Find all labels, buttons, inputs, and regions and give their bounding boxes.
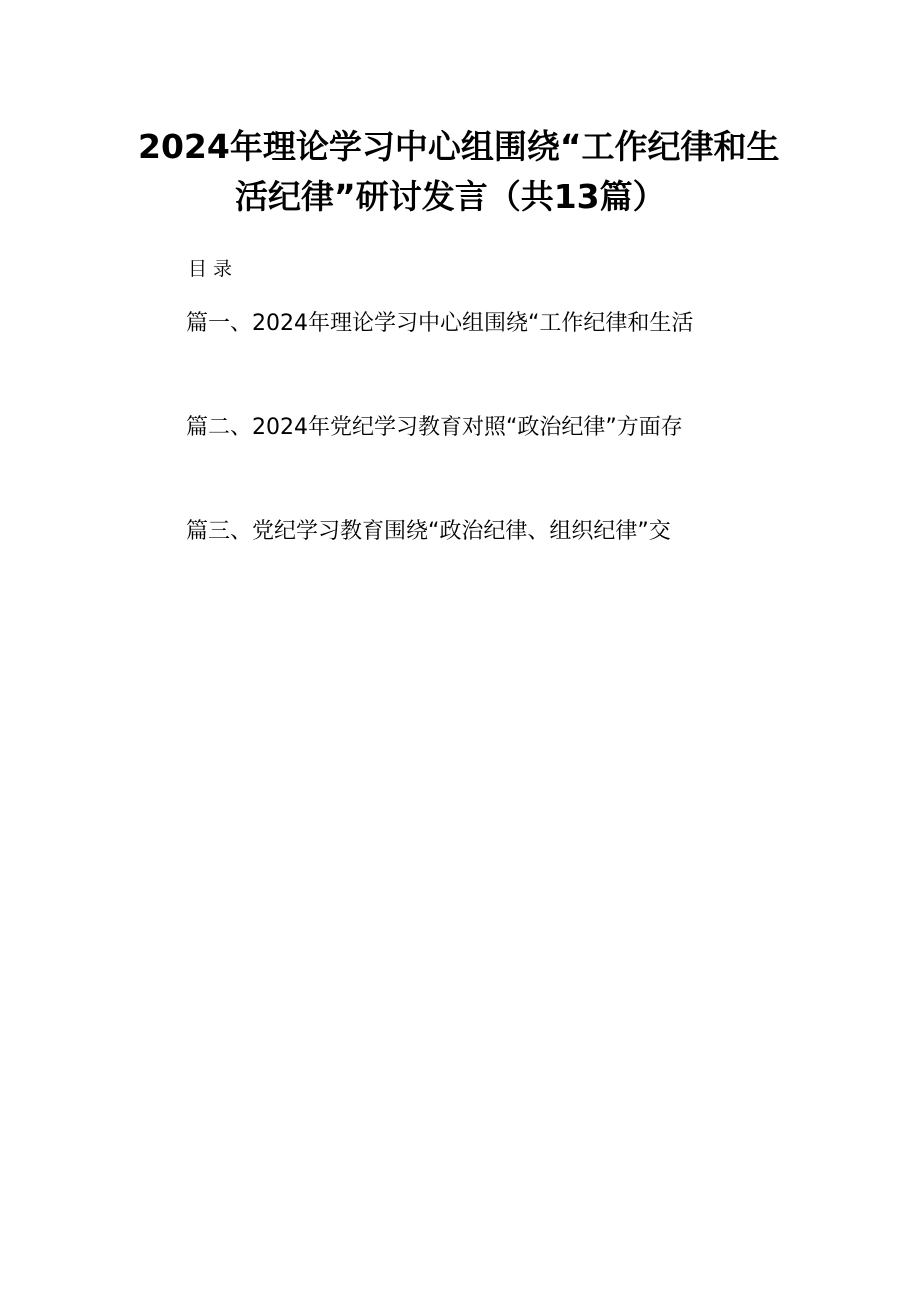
- document-title-line-1: 2024年理论学习中心组围绕“工作纪律和生: [138, 127, 780, 166]
- toc-heading: 目录: [188, 258, 239, 280]
- toc-item-3[interactable]: 篇三、党纪学习教育围绕“政治纪律、组织纪律”交: [186, 519, 671, 544]
- table-of-contents: [186, 308, 746, 620]
- toc-item-2[interactable]: 篇二、2024年党纪学习教育对照“政治纪律”方面存: [186, 415, 683, 440]
- toc-item-1[interactable]: 篇一、2024年理论学习中心组围绕“工作纪律和生活: [186, 311, 694, 336]
- document-title-line-2: 活纪律”研讨发言（共13篇）: [235, 177, 666, 216]
- document-title: [130, 122, 790, 222]
